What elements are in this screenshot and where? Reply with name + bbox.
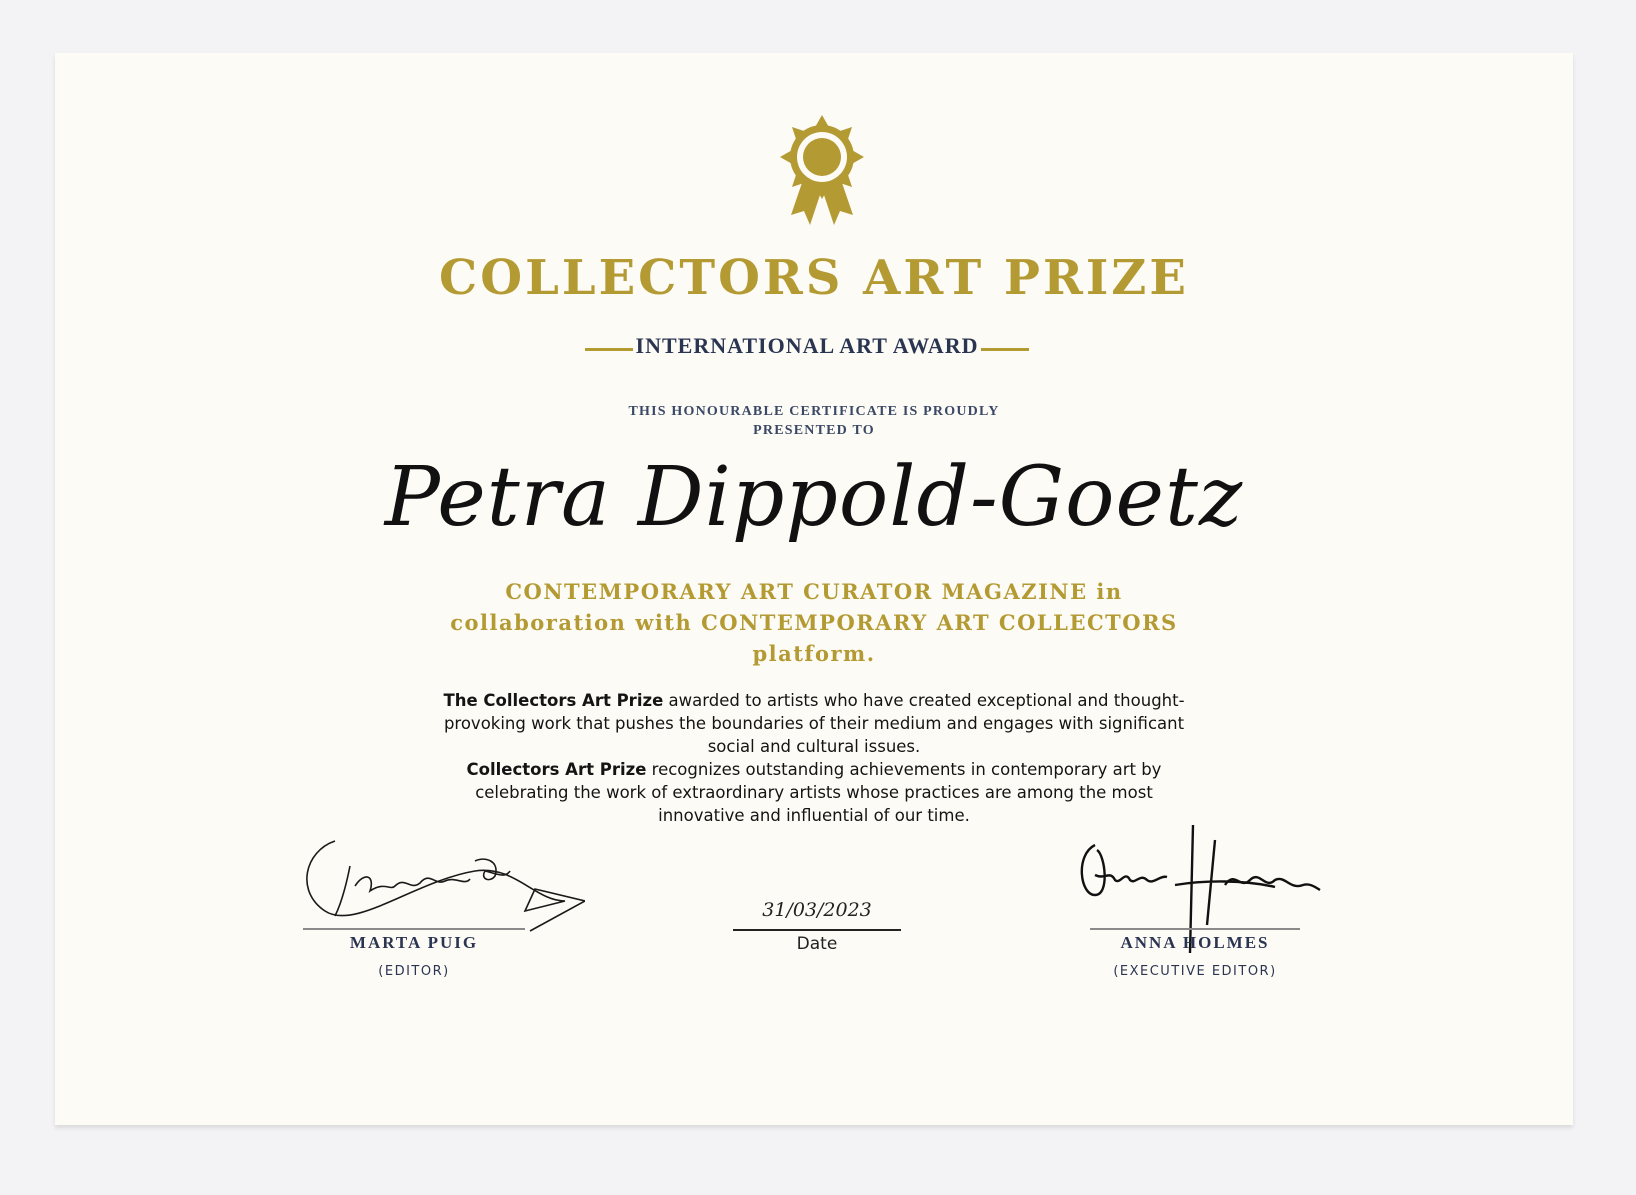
date-label: Date [796,934,838,954]
signature-line-left [303,928,525,930]
date-line [733,929,901,931]
recipient-name: Petra Dippold-Goetz [384,450,1244,545]
body-bold-1: The Collectors Art Prize [443,691,664,710]
presented-to-line: THIS HONOURABLE CERTIFICATE IS PROUDLY PRESENTED TO [628,404,1000,438]
certificate-subtitle: INTERNATIONAL ART AWARD [635,333,979,358]
signer-name-left: MARTA PUIG [349,933,479,952]
award-ribbon-icon [777,115,867,229]
subtitle-rule-left [585,348,633,351]
body-bold-2: Collectors Art Prize [466,760,647,779]
signature-line-right [1090,928,1300,930]
signer-role-right: (EXECUTIVE EDITOR) [1113,964,1277,979]
subtitle-rule-right [981,348,1029,351]
award-description [435,689,1193,827]
signer-role-left: (EDITOR) [378,964,450,979]
certificate-page [55,53,1573,1125]
signature-marta-puig [295,831,585,941]
signer-name-right: ANNA HOLMES [1120,933,1270,952]
body-text-2: recognizes outstanding achievements in contemporary art by celebrating the work of extraordinary artists whose practices are among the most innovative and influential of our time. [475,760,1162,825]
certificate-title: COLLECTORS ART PRIZE [439,250,1189,306]
certificate-date: 31/03/2023 [762,899,872,921]
body-text-1: awarded to artists who have created exceptional and thought-provoking work that pushes the boundaries of their medium and engages with significant social and cultural issues. [443,691,1185,756]
collaboration-text: CONTEMPORARY ART CURATOR MAGAZINE in collaboration with CONTEMPORARY ART COLLECTORS platform. [450,579,1178,666]
